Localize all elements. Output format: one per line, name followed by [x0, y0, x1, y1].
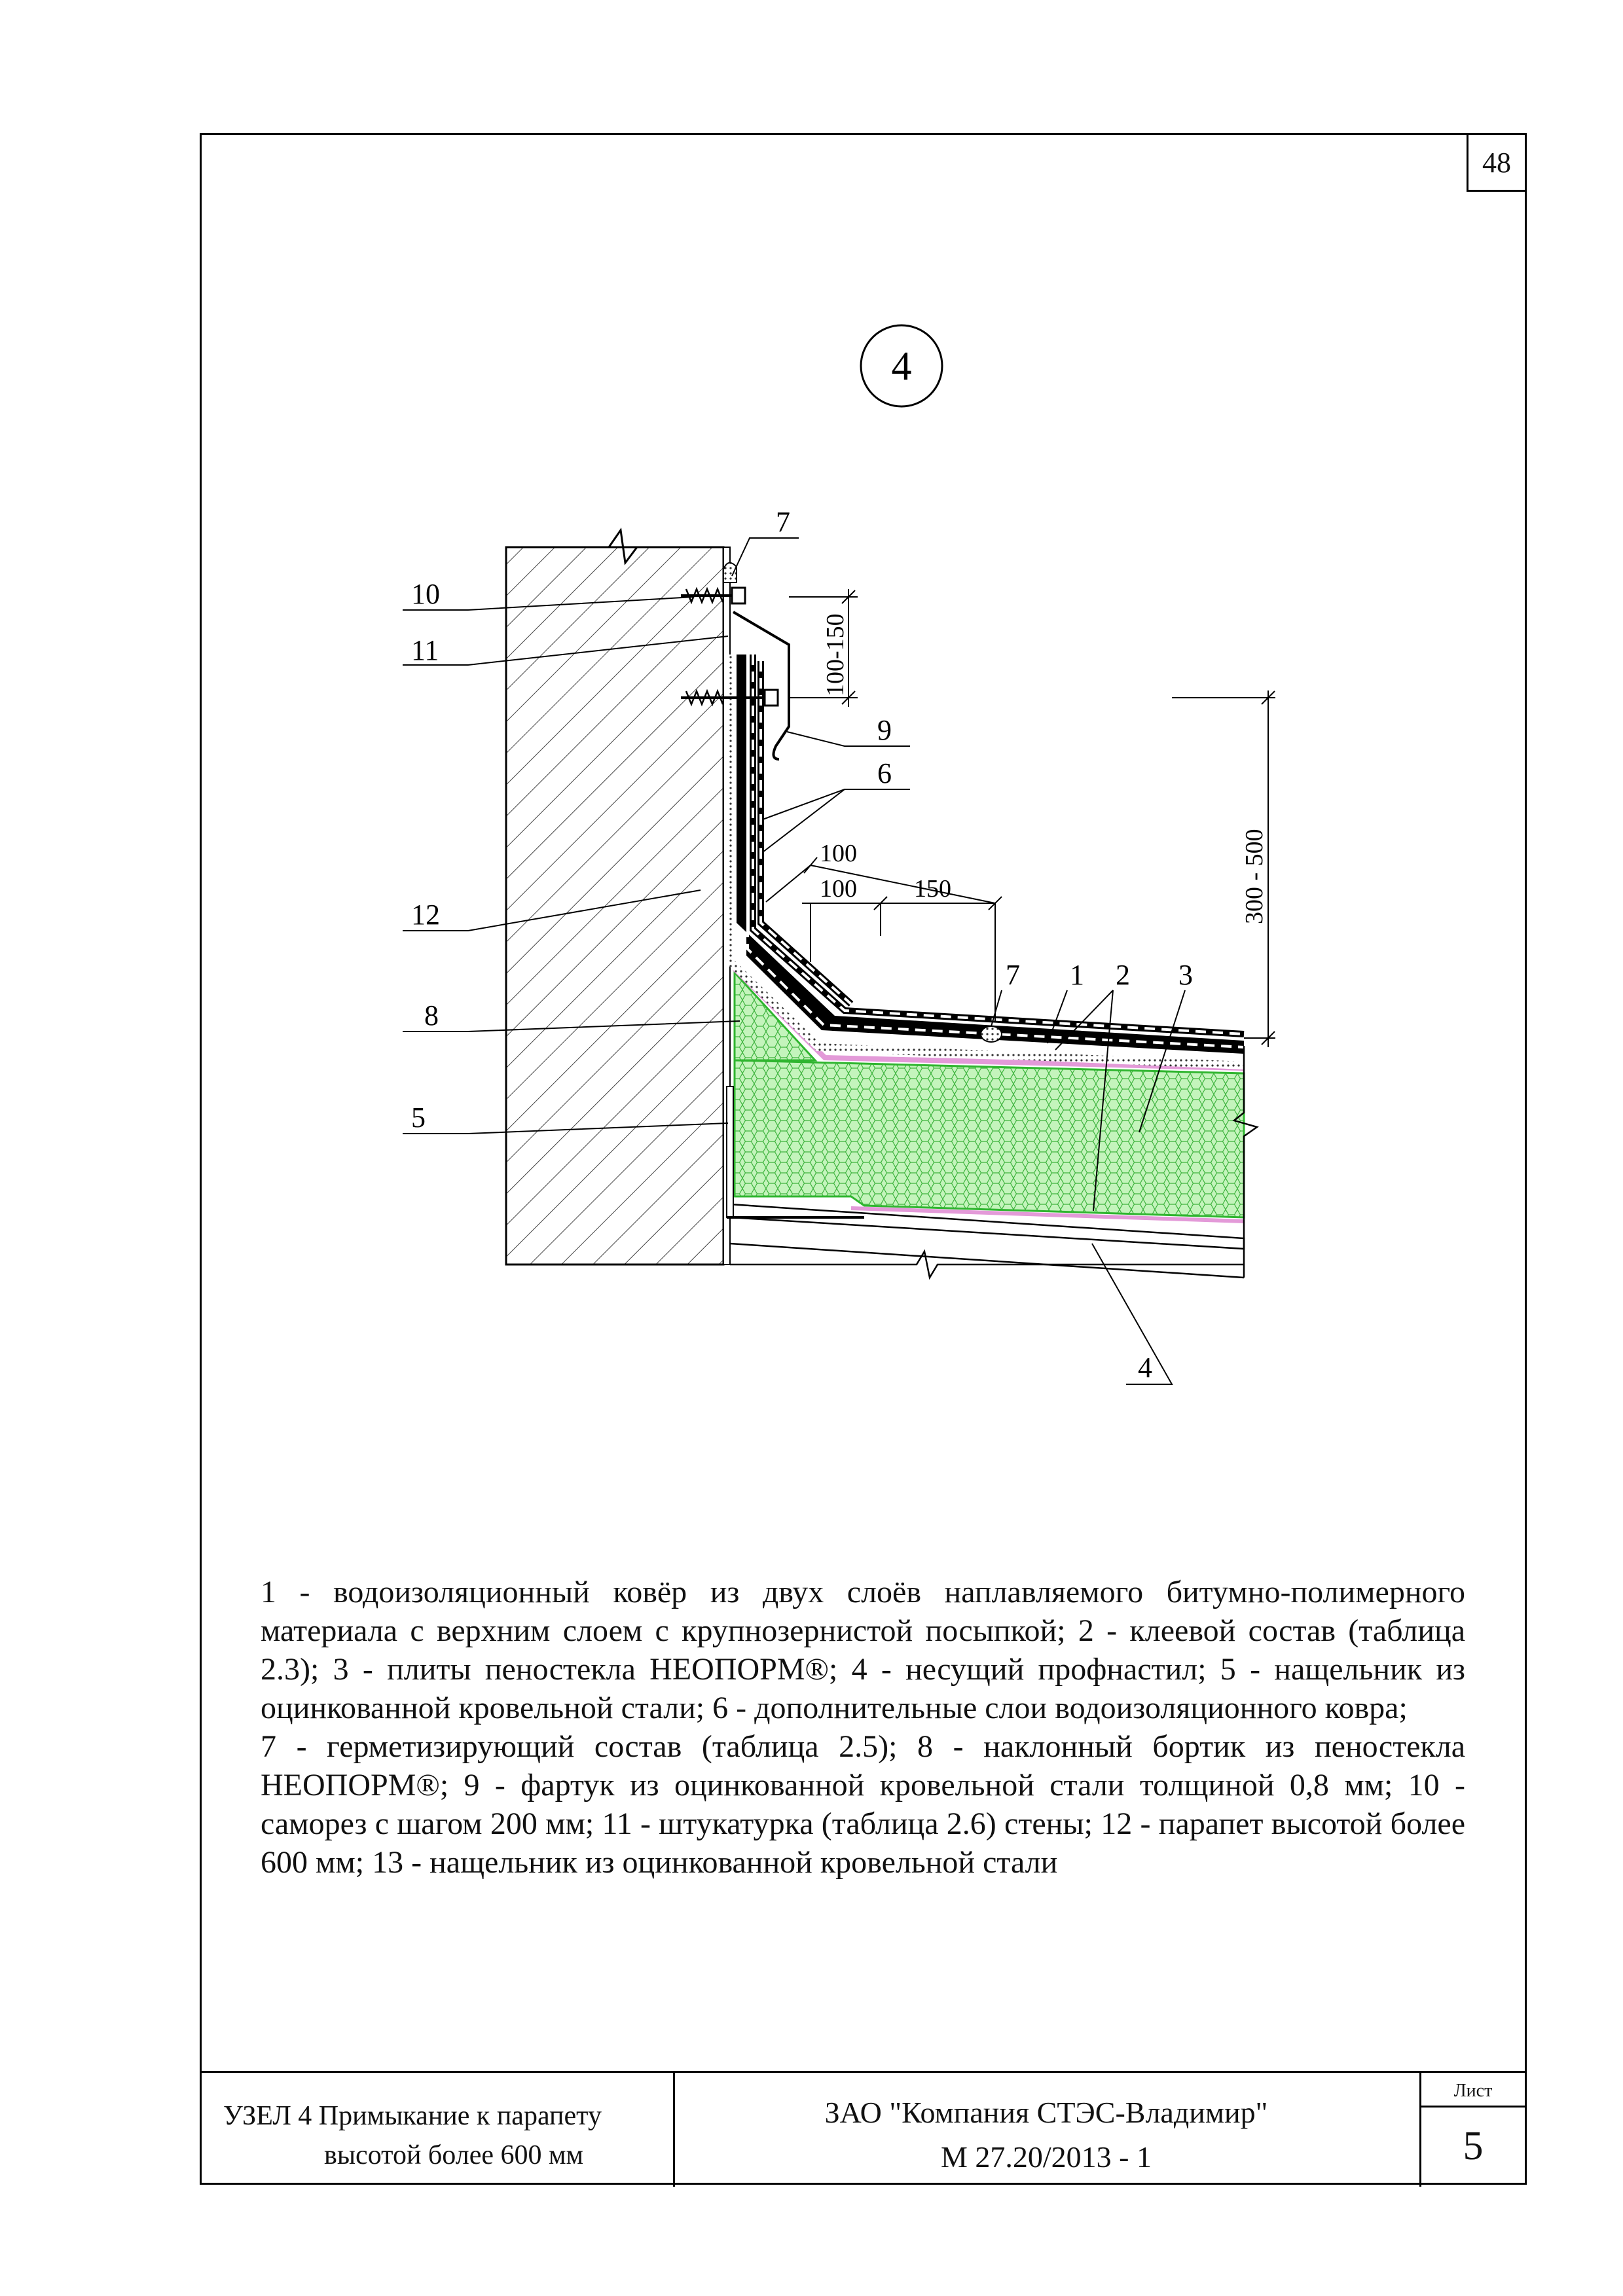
document-code: М 27.20/2013 - 1: [941, 2140, 1152, 2174]
callout-7-bottom: 7: [1006, 959, 1020, 991]
callout-12: 12: [411, 899, 440, 931]
title-line-2: высотой более 600 мм: [324, 2140, 584, 2170]
callout-7-top: 7: [776, 506, 790, 538]
callout-11: 11: [411, 634, 439, 666]
organization-name: ЗАО "Компания СТЭС-Владимир": [824, 2096, 1268, 2129]
callout-1: 1: [1070, 959, 1084, 991]
foam-glass-insulation: [735, 1060, 1244, 1217]
dim-150: 150: [914, 875, 951, 903]
callout-5: 5: [411, 1102, 426, 1134]
sheet-label: Лист: [1419, 2078, 1527, 2108]
dim-100-150: 100-150: [822, 613, 849, 696]
sheet-cell: [1419, 2073, 1527, 2187]
title-cell: [200, 2073, 675, 2187]
callout-2: 2: [1116, 959, 1130, 991]
callout-6: 6: [877, 757, 892, 789]
node-marker-label: 4: [891, 344, 912, 389]
deck-break-line: [730, 1251, 1244, 1278]
sheet-value: 5: [1463, 2124, 1484, 2168]
dim-100-upper: 100: [820, 840, 857, 867]
legend-paragraph-2: 7 - герметизирующий состав (таблица 2.5); 8 - наклонный бортик из пеностекла НЕОПОРМ®; 9 - фартук из оцинкованной кровельной стали толщиной 0,8 мм; 10 - саморез с шагом 200 мм; 11 - штукатурка (таблица 2.6) стены; 12 - парапет высотой более 600 мм; 13 - нащельник из оцинкованной кровельной стали: [261, 1729, 1465, 1880]
callout-8: 8: [424, 999, 439, 1031]
deck-lower-line: [730, 1244, 1244, 1278]
organization-cell: [673, 2073, 1421, 2187]
cover-strip: [727, 1086, 733, 1217]
dim-300-500: 300 - 500: [1241, 829, 1268, 924]
title-line-1: УЗЕЛ 4 Примыкание к парапету: [223, 2101, 602, 2131]
legend-paragraph-1: 1 - водоизоляционный ковёр из двух слоёв наплавляемого битумно-полимерного материала с верхним слоем с крупнозернистой посыпкой; 2 - клеевой состав (таблица 2.3); 3 - плиты пеностекла НЕОПОРМ®; 4 - несущий профнастил; 5 - нащельник из оцинкованной кровельной стали; 6 - дополнительные слои водоизоляционного ковра;: [261, 1575, 1465, 1725]
callout-4: 4: [1138, 1352, 1152, 1384]
callout-10: 10: [411, 578, 440, 610]
title-block: [200, 2071, 1527, 2187]
waterproof-membrane: [737, 655, 1244, 1054]
sealant-top: [723, 563, 737, 583]
dim-100-lower: 100: [820, 875, 857, 903]
legend: [261, 1573, 1465, 1882]
parapet-wall: [506, 547, 723, 1265]
sealant-bottom: [981, 1026, 1002, 1042]
callout-3: 3: [1178, 959, 1193, 991]
callout-9: 9: [877, 714, 892, 746]
sheet-number-box: 48: [1467, 133, 1527, 192]
sloped-fillet: [735, 973, 815, 1060]
